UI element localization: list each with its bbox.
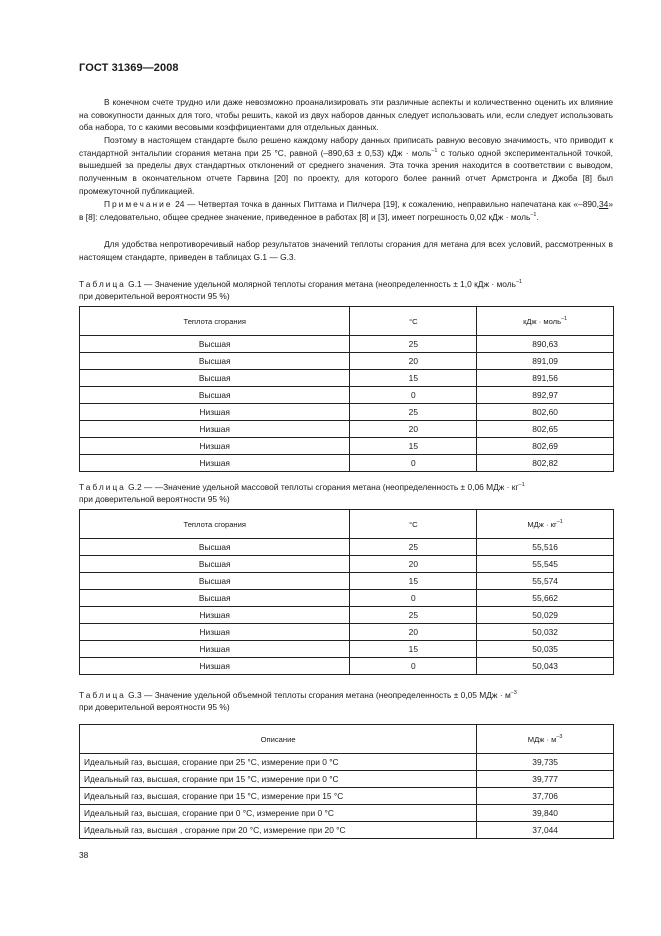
column-header: Описание — [80, 725, 477, 754]
table-header-row — [80, 725, 614, 754]
table-row: Высшая 20 891,09 — [80, 353, 614, 370]
table-row: Высшая 15 891,56 — [80, 370, 614, 387]
paragraph-1: В конечном счете трудно или даже невозможно проанализировать эти различные аспекты и количественно оценить их влияние на совокупности данных для того, чтобы решить, какой из двух наборов данных следует использовать или, если следует использовать оба набора, то с какими весовыми коэффициентами для отдельных данных. — [79, 97, 613, 133]
note-label: Примечание — [104, 199, 173, 209]
table-header-row — [80, 510, 614, 539]
page-header-title: ГОСТ 31369—2008 — [79, 62, 179, 74]
table-row: Высшая 15 55,574 — [80, 573, 614, 590]
table-row: Низшая 20 50,032 — [80, 624, 614, 641]
table-g1-caption: Таблица G.1 — Значение удельной молярной теплоты сгорания метана (неопределенность ± 1,0 кДж · моль$^{-1}$ при доверительной вероятности 95 %) — [79, 279, 523, 301]
column-header: кДж · моль$^{-1}$ — [477, 307, 614, 336]
table-row: Низшая 15 50,035 — [80, 641, 614, 658]
table-header-row — [80, 307, 614, 336]
paragraph-3: Для удобства непротиворечивый набор результатов значений теплоты сгорания для метана для всех условий, рассмотренных в настоящем стандарте, приведен в таблицах G.1 — G.3. — [79, 239, 613, 262]
column-header: °С — [350, 307, 477, 336]
table-g3 — [79, 724, 614, 839]
page-number: 38 — [79, 850, 89, 860]
column-header: МДж · $м^{-3}$ — [477, 725, 614, 754]
table-g3-caption: Таблица G.3 — Значение удельной объемной теплоты сгорания метана (неопределенность ± 0,05 МДж · $м^{-3}$ при доверительной вероятности 95 %) — [79, 690, 517, 712]
table-row: Идеальный газ, высшая, сгорание при 0 °С, измерение при 0 °С 39,840 — [80, 805, 614, 822]
table-row: Низшая 0 802,82 — [80, 455, 614, 472]
table-row: Высшая 25 55,516 — [80, 539, 614, 556]
paragraph-2: Поэтому в настоящем стандарте было решено каждому набору данных приписать равную весовую значимость, что приводит к стандартной энтальпии сгорания метана при 25 °С, равной (–890,63 ± 0,53) кДж · моль$^{-1}$ с только одной экспериментальной точкой, вышедшей за пределы двух стандартных отклонений от среднего значения. Эта точка зрения находится в соответствии с выводом, полученным в окончательном отчете Гарвина [20] по проекту, для которого более ранний отчет Армстронга и Джоба [8] был промежуточной публикацией. — [79, 135, 613, 196]
table-row: Низшая 25 50,029 — [80, 607, 614, 624]
table-row: Идеальный газ, высшая , сгорание при 20 °С, измерение при 20 °С 37,044 — [80, 822, 614, 839]
table-row: Низшая 0 50,043 — [80, 658, 614, 675]
table-g1 — [79, 306, 614, 472]
table-row: Высшая 25 890,63 — [80, 336, 614, 353]
note-24: Примечание 24 — Четвертая точка в данных Питтама и Пилчера [19], к сожалению, неправильно напечатана как «–890,34» в [8]: следовательно, общее среднее значение, приведенное в работах [8] и [3], имеет погрешность 0,02 кДж · моль$^{-1}$. — [79, 199, 613, 222]
table-g2-caption: Таблица G.2 — —Значение удельной массовой теплоты сгорания метана (неопределенность ± 0,06 МДж · $кг^{-1}$ при доверительной вероятности 95 %) — [79, 482, 525, 504]
column-header: МДж · $кг^{-1}$ — [477, 510, 614, 539]
column-header: °С — [350, 510, 477, 539]
table-row: Низшая 20 802,65 — [80, 421, 614, 438]
table-row: Идеальный газ, высшая, сгорание при 25 °С, измерение при 0 °С 39,735 — [80, 754, 614, 771]
table-row: Идеальный газ, высшая, сгорание при 15 °С, измерение при 0 °С 39,777 — [80, 771, 614, 788]
table-row: Высшая 20 55,545 — [80, 556, 614, 573]
table-row: Идеальный газ, высшая, сгорание при 15 °С, измерение при 15 °С 37,706 — [80, 788, 614, 805]
column-header: Теплота сгорания — [80, 307, 350, 336]
table-row: Низшая 25 802,60 — [80, 404, 614, 421]
table-g2 — [79, 509, 614, 675]
table-row: Высшая 0 55,662 — [80, 590, 614, 607]
column-header: Теплота сгорания — [80, 510, 350, 539]
table-row: Низшая 15 802,69 — [80, 438, 614, 455]
table-row: Высшая 0 892,97 — [80, 387, 614, 404]
